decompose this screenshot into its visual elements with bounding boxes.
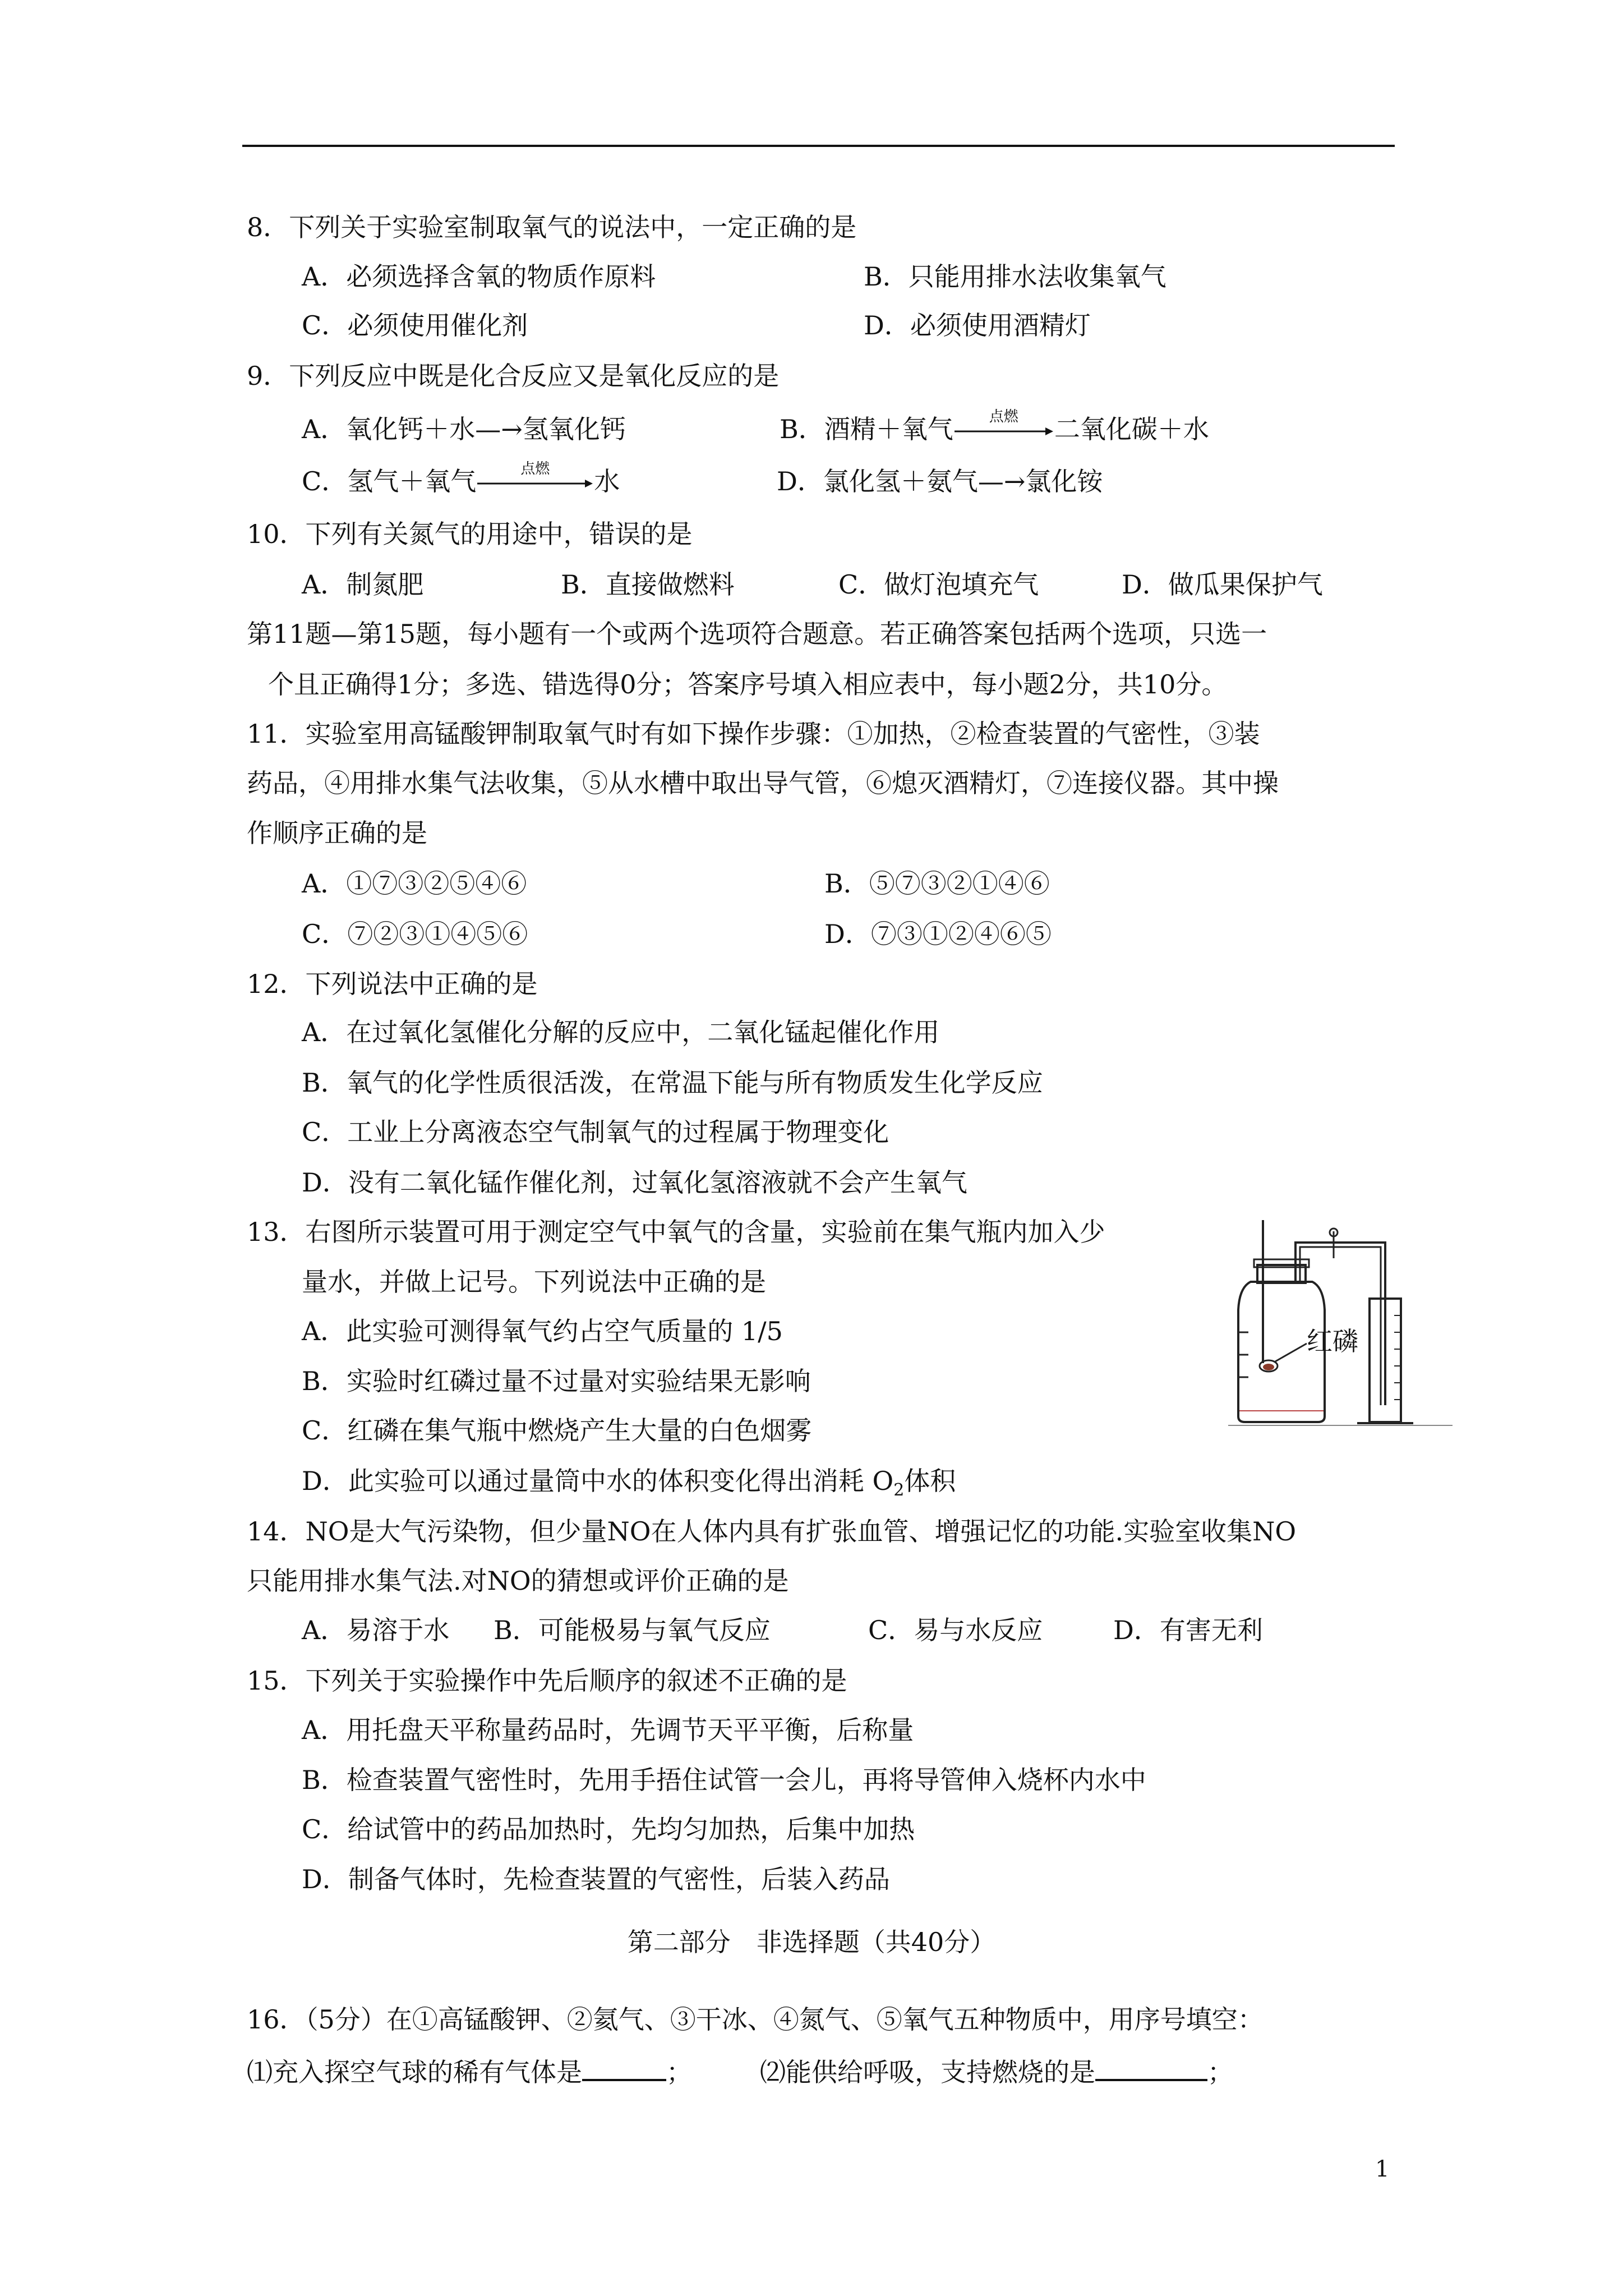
- q9-option-a: A．氧化钙＋水—→氢氧化钙: [302, 414, 626, 444]
- page-number: 1: [1375, 2156, 1390, 2182]
- oxygen-measurement-apparatus-figure: [1217, 1220, 1475, 1433]
- q11-option-c: C．⑦②③①④⑤⑥: [302, 919, 528, 949]
- q12-option-a: A．在过氧化氢催化分解的反应中，二氧化锰起催化作用: [302, 1017, 940, 1047]
- section-instructions-line2: 个且正确得1分；多选、错选得0分；答案序号填入相应表中，每小题2分，共10分。: [268, 669, 1228, 700]
- apparatus-diagram: [1217, 1220, 1475, 1433]
- q16-stem: 16．（5分）在①高锰酸钾、②氦气、③干冰、④氮气、⑤氧气五种物质中，用序号填空：: [247, 2004, 1264, 2035]
- q9-stem: 9．下列反应中既是化合反应又是氧化反应的是: [247, 361, 780, 391]
- q13-option-a: A．此实验可测得氧气约占空气质量的 1/5: [302, 1316, 783, 1346]
- red-phosphorus-label: 红磷: [1307, 1326, 1358, 1356]
- q14-option-b: B．可能极易与氧气反应: [494, 1615, 771, 1645]
- part2-title: 第二部分 非选择题（共40分）: [627, 1927, 996, 1957]
- q9-option-b-products: 二氧化碳＋水: [1054, 414, 1209, 444]
- q11-stem-line1: 11．实验室用高锰酸钾制取氧气时有如下操作步骤：①加热，②检查装置的气密性，③装: [247, 719, 1260, 749]
- q14-stem-line1: 14．NO是大气污染物，但少量NO在人体内具有扩张血管、增强记忆的功能.实验室收集NO: [247, 1516, 1297, 1547]
- q16-sub2-text: ⑵能供给呼吸，支持燃烧的是: [760, 2057, 1095, 2087]
- q10-option-c: C．做灯泡填充气: [838, 569, 1039, 600]
- q11-option-d: D．⑦③①②④⑥⑤: [824, 919, 1052, 949]
- q16-sub2-end: ；: [1207, 2057, 1233, 2087]
- q15-option-b: B．检查装置气密性时，先用手捂住试管一会儿，再将导管伸入烧杯内水中: [302, 1765, 1146, 1795]
- q15-stem: 15．下列关于实验操作中先后顺序的叙述不正确的是: [247, 1665, 847, 1696]
- q16-sub2: [760, 2053, 1233, 2089]
- q11-stem-line2: 药品，④用排水集气法收集，⑤从水槽中取出导气管，⑥熄灭酒精灯，⑦连接仪器。其中操: [247, 768, 1279, 798]
- q8-option-b: B．只能用排水法收集氧气: [864, 261, 1166, 292]
- q13-option-d-text-end: 体积: [904, 1466, 956, 1496]
- q13-option-c: C．红磷在集气瓶中燃烧产生大量的白色烟雾: [302, 1415, 812, 1446]
- q9-option-b: [780, 408, 1209, 446]
- q16-sub1-end: ；: [666, 2057, 692, 2087]
- q9-option-c-reactants: C．氢气＋氧气: [302, 466, 477, 496]
- q8-option-c: C．必须使用催化剂: [302, 310, 528, 341]
- q9-option-c: [302, 461, 620, 498]
- q12-stem: 12．下列说法中正确的是: [247, 969, 538, 999]
- reaction-condition: 点燃: [520, 461, 550, 477]
- q14-option-a: A．易溶于水: [302, 1615, 450, 1645]
- subscript: 2: [893, 1480, 905, 1501]
- q14-stem-line2: 只能用排水集气法.对NO的猜想或评价正确的是: [247, 1566, 789, 1596]
- q12-option-c: C．工业上分离液态空气制氧气的过程属于物理变化: [302, 1117, 889, 1147]
- q13-option-d-text: D．此实验可以通过量筒中水的体积变化得出消耗 O: [302, 1466, 894, 1496]
- q9-option-b-reactants: B．酒精＋氧气: [780, 414, 953, 444]
- q9-option-d: D．氯化氢＋氨气—→氯化铵: [777, 466, 1103, 496]
- q8-option-a: A．必须选择含氧的物质作原料: [302, 261, 656, 292]
- q13-stem-line2: 量水，并做上记号。下列说法中正确的是: [302, 1267, 766, 1297]
- reaction-arrow-icon: [476, 461, 594, 489]
- section-instructions-line1: 第11题—第15题，每小题有一个或两个选项符合题意。若正确答案包括两个选项，只选一: [247, 619, 1267, 649]
- reaction-condition: 点燃: [989, 408, 1018, 425]
- q10-option-d: D．做瓜果保护气: [1122, 569, 1323, 600]
- q14-option-d: D．有害无利: [1113, 1615, 1263, 1645]
- q11-option-b: B．⑤⑦③②①④⑥: [824, 868, 1050, 899]
- q10-option-a: A．制氮肥: [302, 569, 424, 600]
- q10-stem: 10．下列有关氮气的用途中，错误的是: [247, 519, 693, 549]
- q15-option-c: C．给试管中的药品加热时，先均匀加热，后集中加热: [302, 1814, 915, 1844]
- q8-option-d: D．必须使用酒精灯: [864, 310, 1091, 341]
- q13-stem-line1: 13．右图所示装置可用于测定空气中氧气的含量，实验前在集气瓶内加入少: [247, 1217, 1105, 1247]
- answer-blank[interactable]: [582, 2053, 666, 2081]
- q13-option-d: [302, 1464, 956, 1501]
- q16-sub1: [247, 2053, 692, 2089]
- q14-option-c: C．易与水反应: [868, 1615, 1043, 1645]
- q13-option-b: B．实验时红磷过量不过量对实验结果无影响: [302, 1366, 811, 1396]
- q11-stem-line3: 作顺序正确的是: [247, 818, 427, 848]
- answer-blank[interactable]: [1095, 2053, 1207, 2081]
- q12-option-d: D．没有二氧化锰作催化剂，过氧化氢溶液就不会产生氧气: [302, 1167, 967, 1198]
- q11-option-a: A．①⑦③②⑤④⑥: [302, 868, 527, 899]
- q8-stem: 8．下列关于实验室制取氧气的说法中，一定正确的是: [247, 212, 857, 242]
- reaction-arrow-icon: [953, 408, 1054, 437]
- q16-sub1-text: ⑴充入探空气球的稀有气体是: [247, 2057, 582, 2087]
- q10-option-b: B．直接做燃料: [561, 569, 735, 600]
- q9-option-c-products: 水: [594, 466, 620, 496]
- header-rule: [242, 145, 1395, 147]
- q12-option-b: B．氧气的化学性质很活泼，在常温下能与所有物质发生化学反应: [302, 1068, 1043, 1098]
- q15-option-d: D．制备气体时，先检查装置的气密性，后装入药品: [302, 1864, 890, 1894]
- q15-option-a: A．用托盘天平称量药品时，先调节天平平衡，后称量: [302, 1715, 914, 1745]
